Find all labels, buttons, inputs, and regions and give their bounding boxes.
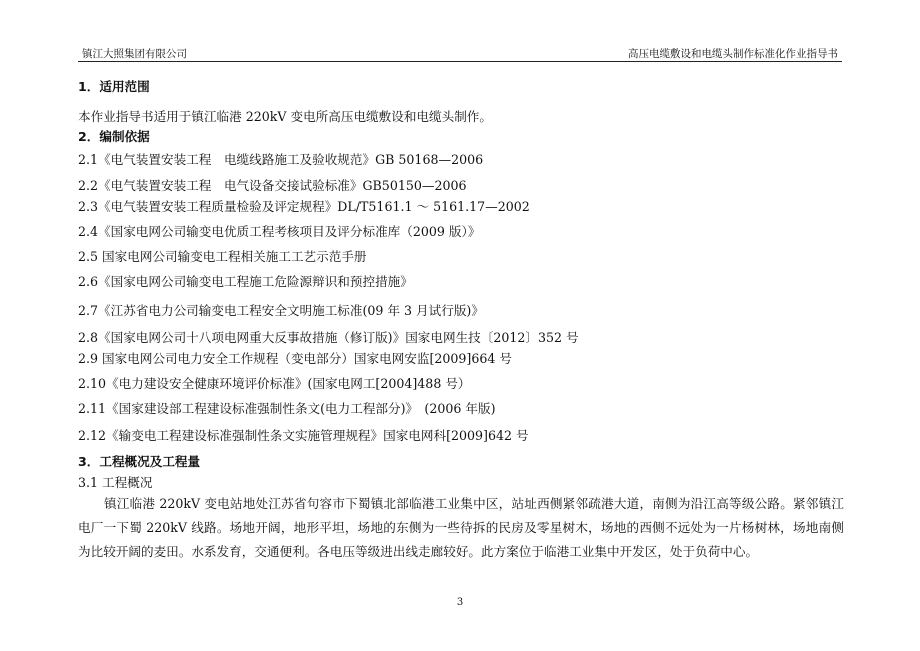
reference-item: 2.8《国家电网公司十八项电网重大反事故措施（修订版)》国家电网生技〔2012〕352 号 <box>78 330 579 345</box>
page-header <box>78 44 842 62</box>
reference-item: 2.5 国家电网公司输变电工程相关施工工艺示范手册 <box>78 249 367 264</box>
section-3-1-heading: 3.1 工程概况 <box>78 475 153 490</box>
reference-item: 2.6《国家电网公司输变电工程施工危险源辩识和预控措施》 <box>78 274 413 289</box>
reference-item: 2.4《国家电网公司输变电优质工程考核项目及评分标准库（2009 版）》 <box>78 224 481 239</box>
header-rule <box>78 61 842 62</box>
section-1-heading: 1．适用范围 <box>78 79 150 94</box>
reference-item: 2.12《输变电工程建设标准强制性条文实施管理规程》国家电网科[2009]642 号 <box>78 428 529 443</box>
section-3-heading: 3．工程概况及工程量 <box>78 454 201 469</box>
reference-item: 2.3《电气装置安装工程质量检验及评定规程》DL/T5161.1 ～ 5161.17—2002 <box>78 199 530 214</box>
section-3-1-paragraph: 镇江临港 220kV 变电站地处江苏省句容市下蜀镇北部临港工业集中区，站址西侧紧邻疏港大道，南侧为沿江高等级公路。紧邻镇江电厂一下蜀 220kV 线路。场地开阔，地形平坦，场地的东侧为一些待拆的民房及零星树木，场地的西侧不远处为一片杨树林，场地南侧为比较开阔的麦田。水系发育，交通便利。各电压等级进出线走廊较好。此方案位于临港工业集中开发区，处于负荷中心。 <box>78 496 844 559</box>
header-company: 镇江大照集团有限公司 <box>82 48 187 60</box>
page-number: 3 <box>456 597 464 608</box>
reference-item: 2.1《电气装置安装工程 电缆线路施工及验收规范》GB 50168—2006 <box>78 152 484 167</box>
reference-item: 2.7《江苏省电力公司输变电工程安全文明施工标准(09 年 3 月试行版)》 <box>78 303 484 318</box>
reference-item: 2.10《电力建设安全健康环境评价标准》(国家电网工[2004]488 号） <box>78 376 471 391</box>
reference-item: 2.9 国家电网公司电力安全工作规程（变电部分）国家电网安监[2009]664 号 <box>78 351 512 366</box>
section-2-heading: 2．编制依据 <box>78 129 150 144</box>
header-doc-title: 高压电缆敷设和电缆头制作标准化作业指导书 <box>628 48 838 60</box>
reference-item: 2.11《国家建设部工程建设标准强制性条文(电力工程部分)》 (2006 年版) <box>78 401 496 416</box>
reference-item: 2.2《电气装置安装工程 电气设备交接试验标准》GB50150—2006 <box>78 178 467 193</box>
section-1-text: 本作业指导书适用于镇江临港 220kV 变电所高压电缆敷设和电缆头制作。 <box>78 109 492 124</box>
